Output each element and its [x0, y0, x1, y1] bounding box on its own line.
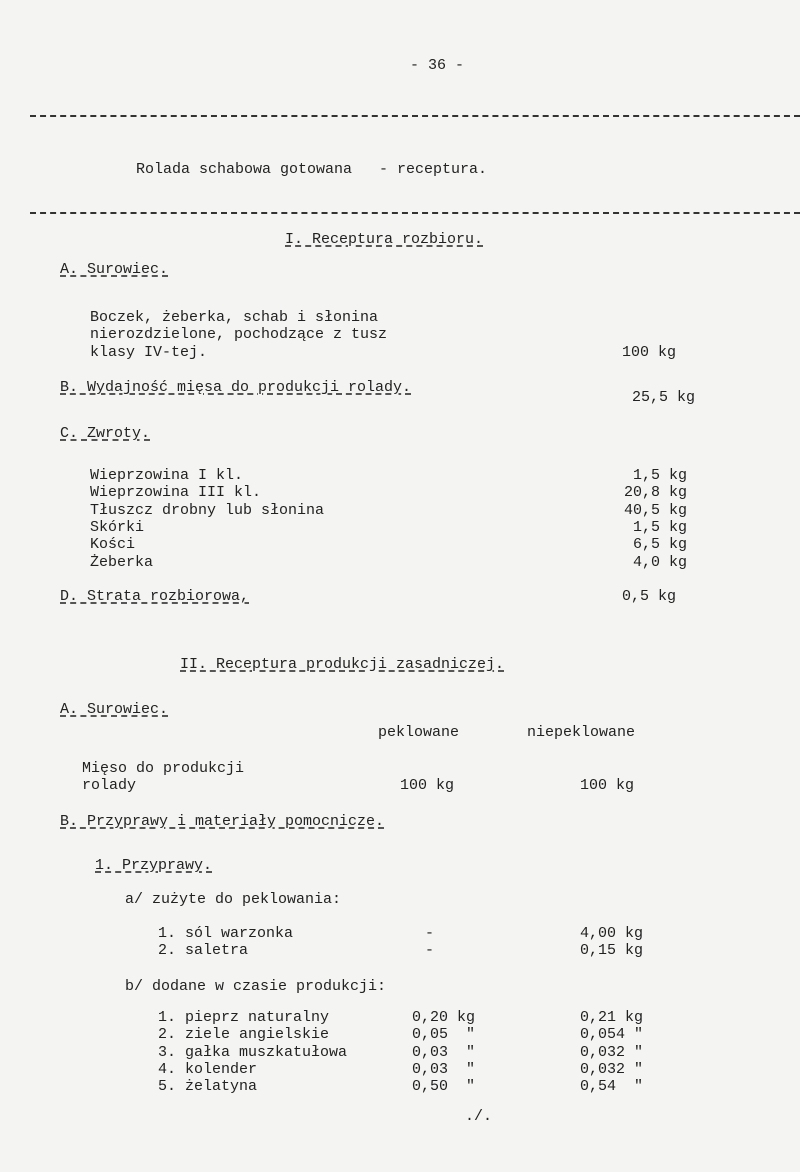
subsection-label: 1. Przyprawy. — [95, 857, 213, 874]
list-item-name: 5. żelatyna — [158, 1078, 258, 1096]
continuation-mark: ./. — [465, 1108, 493, 1125]
text-line: rolady — [82, 777, 137, 794]
value: 0,5 kg — [622, 588, 677, 605]
subsection-label: A. Surowiec. — [60, 261, 169, 278]
list-item-value: 4,00 kg — [580, 925, 644, 942]
list-item-name: Kości — [90, 536, 136, 554]
list-item-value: 0,21 kg — [580, 1009, 644, 1026]
value: 100 kg — [580, 777, 635, 794]
list-item-value: 0,03 " — [412, 1060, 476, 1078]
list-item-value: 0,20 kg — [412, 1009, 476, 1026]
list-item-name: Wieprzowina III kl. — [90, 484, 262, 502]
divider — [30, 115, 800, 117]
column-header: niepeklowane — [527, 724, 636, 741]
text-line: nierozdzielone, pochodzące z tusz — [90, 326, 388, 343]
subsection-label: C. Zwroty. — [60, 425, 151, 442]
subsection-label: B. Wydajność mięsa do produkcji rolady. — [60, 379, 412, 396]
list-item-value: 0,05 " — [412, 1026, 476, 1044]
value: 25,5 kg — [632, 389, 696, 406]
section-heading: I. Receptura rozbioru. — [285, 231, 484, 248]
list-item-value: 0,54 " — [580, 1078, 644, 1096]
list-label: b/ dodane w czasie produkcji: — [125, 978, 387, 995]
value: 100 kg — [622, 344, 677, 361]
list-item-value: 40,5 kg — [623, 501, 687, 519]
subsection-label: A. Surowiec. — [60, 701, 169, 718]
list-item-value: 1,5 kg — [632, 518, 687, 536]
list-item-value: 0,032 " — [580, 1043, 644, 1061]
list-item-value: 0,054 " — [580, 1026, 644, 1044]
text-line: Mięso do produkcji — [82, 760, 245, 777]
list-item-name: Tłuszcz drobny lub słonina — [90, 501, 325, 519]
list-item-name: Skórki — [90, 518, 145, 536]
list-label: a/ zużyte do peklowania: — [125, 891, 342, 908]
list-item-value: - — [425, 942, 435, 960]
list-item-name: Żeberka — [90, 553, 154, 571]
divider — [30, 212, 800, 214]
list-item-value: 0,03 " — [412, 1043, 476, 1061]
list-item-value: 4,0 kg — [632, 553, 687, 571]
list-item-name: 3. gałka muszkatułowa — [158, 1043, 348, 1061]
list-item-name: 1. pieprz naturalny — [158, 1009, 330, 1026]
section-heading: II. Receptura produkcji zasadniczej. — [180, 656, 505, 673]
list-item-value: 0,15 kg — [580, 942, 644, 960]
list-item-name: 1. sól warzonka — [158, 925, 294, 942]
list-item-value: 1,5 kg — [632, 467, 687, 484]
list-item-value: 6,5 kg — [632, 536, 687, 554]
list-item-value: 20,8 kg — [623, 484, 687, 502]
list-item-name: Wieprzowina I kl. — [90, 467, 244, 484]
list-item-name: 2. ziele angielskie — [158, 1026, 330, 1044]
column-header: peklowane — [378, 724, 460, 741]
text-line: Boczek, żeberka, schab i słonina — [90, 309, 379, 326]
page-number: - 36 - — [410, 57, 465, 74]
list-item-value: - — [425, 925, 435, 942]
list-item-name: 4. kolender — [158, 1060, 258, 1078]
list-item-name: 2. saletra — [158, 942, 249, 960]
value: 100 kg — [400, 777, 455, 794]
subsection-label: B. Przyprawy i materiały pomocnicze. — [60, 813, 385, 830]
list-item-value: 0,50 " — [412, 1078, 476, 1096]
text-line: klasy IV-tej. — [90, 344, 208, 361]
subsection-label: D. Strata rozbiorowa, — [60, 588, 250, 605]
document-title: Rolada schabowa gotowana - receptura. — [136, 161, 488, 178]
list-item-value: 0,032 " — [580, 1060, 644, 1078]
